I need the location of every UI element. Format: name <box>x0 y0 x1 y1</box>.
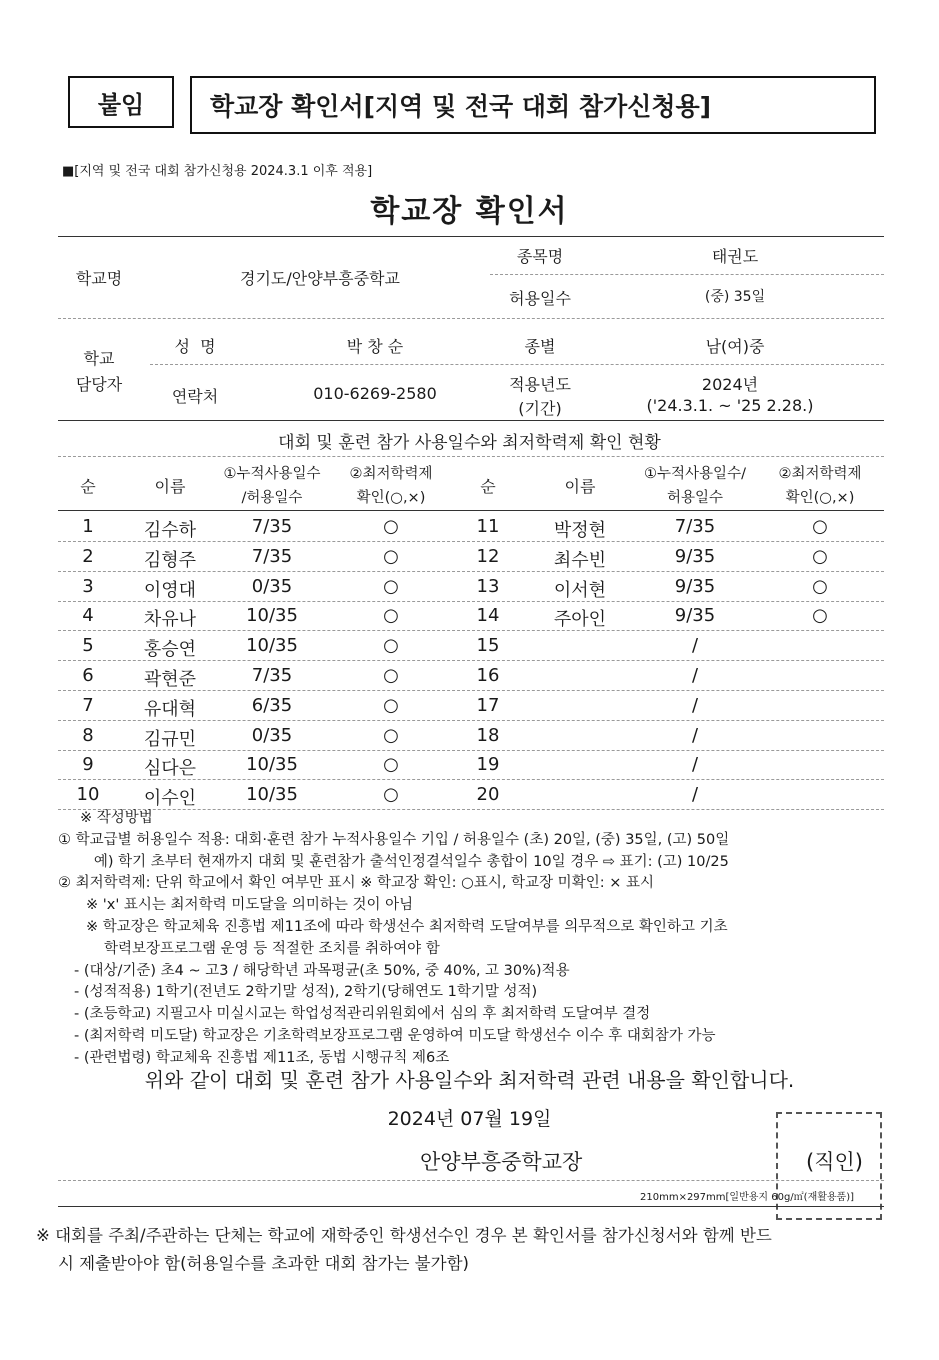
table-cell-l-days: 10/35 <box>246 784 298 806</box>
table-row <box>0 691 939 721</box>
col-days-left-1: ①누적사용일수 <box>223 466 321 482</box>
footer-note-2: 시 제출받아야 함(허용일수를 초과한 대회 참가는 불가함) <box>58 1254 469 1273</box>
table-cell-l-no: 5 <box>82 635 94 657</box>
document-heading: 학교장 확인서[지역 및 전국 대회 참가신청용] <box>190 76 876 134</box>
table-cell-l-check: ○ <box>383 516 399 537</box>
staff-label-2: 담당자 <box>75 375 123 394</box>
table-cell-r-no: 15 <box>476 635 500 657</box>
table-row <box>0 631 939 661</box>
table-row <box>0 661 939 691</box>
table-cell-r-no: 14 <box>476 605 500 627</box>
table-row <box>0 512 939 542</box>
allow-value: (중) 35일 <box>704 289 766 305</box>
table-cell-r-no: 20 <box>476 784 500 806</box>
table-cell-l-name: 이영대 <box>143 579 197 601</box>
table-cell-l-name: 김형주 <box>143 549 197 571</box>
table-cell-l-check: ○ <box>383 575 399 597</box>
col-name-right: 이름 <box>564 477 596 496</box>
gender-label: 종별 <box>524 337 556 356</box>
table-cell-r-days: / <box>691 694 699 716</box>
table-cell-l-check: ○ <box>383 605 399 627</box>
seal-label: (직인) <box>806 1150 863 1174</box>
year-value: 2024년 <box>701 375 759 394</box>
table-cell-l-no: 1 <box>82 516 94 537</box>
contact-label: 연락처 <box>171 387 219 406</box>
table-cell-l-no: 4 <box>82 605 94 627</box>
paper-spec: 210mm×297mm[일반용지 60g/㎡(재활용품)] <box>640 1192 855 1203</box>
instruction-line: - (대상/기준) 초4 ~ 고3 / 해당학년 과목평균(초 50%, 중 40%, 고 30%)적용 <box>74 962 570 979</box>
table-cell-r-check: ○ <box>812 575 828 597</box>
allow-label: 허용일수 <box>509 289 571 308</box>
footer-note-1: ※ 대회를 주최/주관하는 단체는 학교에 재학중인 학생선수인 경우 본 확인서를 참가신청서와 함께 반드 <box>36 1226 772 1245</box>
gender-value: 남(여)중 <box>705 337 765 356</box>
table-cell-l-no: 9 <box>82 754 94 776</box>
instruction-line: ※ 학교장은 학교체육 진흥법 제11조에 따라 학생선수 최저학력 도달여부를 의무적으로 확인하고 기초 <box>86 919 728 935</box>
table-cell-l-days: 6/35 <box>251 694 293 716</box>
instruction-line: ② 최저학력제: 단위 학교에서 확인 여부만 표시 ※ 학교장 확인: ○표시, 학교장 미확인: × 표시 <box>58 875 654 892</box>
instruction-line: ※ 작성방법 <box>80 810 153 826</box>
instruction-line: 학력보장프로그램 운영 등 적절한 조치를 취하여야 함 <box>104 940 440 957</box>
instruction-line: ※ 'x' 표시는 최저학력 미도달을 의미하는 것이 아님 <box>86 897 414 914</box>
table-cell-r-name: 최수빈 <box>553 549 607 571</box>
signer-name: 안양부흥중학교장 <box>420 1150 583 1174</box>
table-cell-l-days: 0/35 <box>251 575 293 597</box>
col-check-right-1: ②최저학력제 <box>778 466 862 482</box>
col-check-left-1: ②최저학력제 <box>349 466 433 482</box>
table-row <box>0 542 939 572</box>
table-cell-l-days: 10/35 <box>246 635 298 657</box>
school-label: 학교명 <box>75 269 123 288</box>
instruction-line: - (관련법령) 학교체육 진흥법 제11조, 동법 시행규칙 제6조 <box>74 1049 450 1066</box>
table-cell-l-days: 10/35 <box>246 754 298 776</box>
table-cell-l-name: 곽현준 <box>143 669 197 690</box>
attachment-badge: 붙임 <box>68 76 174 128</box>
year-label-2: (기간) <box>518 399 562 418</box>
col-name-left: 이름 <box>154 477 186 496</box>
table-cell-r-no: 19 <box>476 754 500 776</box>
confirm-statement: 위와 같이 대회 및 훈련 참가 사용일수와 최저학력 관련 내용을 확인합니다. <box>144 1068 795 1092</box>
page-title: 학교장 확인서 <box>370 194 569 229</box>
table-cell-l-name: 이수인 <box>143 788 197 810</box>
table-cell-l-check: ○ <box>383 784 399 806</box>
table-cell-r-days: / <box>691 665 699 686</box>
table-cell-r-days: 9/35 <box>674 605 716 627</box>
table-cell-r-days: 7/35 <box>674 516 716 537</box>
table-cell-l-check: ○ <box>383 635 399 657</box>
section-title: 대회 및 훈련 참가 사용일수와 최저학력제 확인 현황 <box>278 433 661 453</box>
table-cell-l-check: ○ <box>383 545 399 567</box>
table-cell-l-name: 유대혁 <box>143 698 197 720</box>
table-cell-r-days: / <box>691 635 699 657</box>
col-days-right-2: 허용일수 <box>666 490 724 506</box>
table-cell-l-check: ○ <box>383 694 399 716</box>
confirm-date: 2024년 07월 19일 <box>387 1108 552 1130</box>
col-no-right: 순 <box>480 477 496 496</box>
table-row <box>0 601 939 631</box>
table-cell-r-days: / <box>691 754 699 776</box>
table-cell-r-check: ○ <box>812 545 828 567</box>
table-cell-r-check: ○ <box>812 605 828 627</box>
table-cell-r-name: 이서현 <box>553 579 607 601</box>
table-row <box>0 750 939 780</box>
table-cell-r-no: 16 <box>476 665 500 686</box>
table-cell-r-days: 9/35 <box>674 575 716 597</box>
table-cell-l-name: 김규민 <box>143 728 197 750</box>
table-cell-l-days: 0/35 <box>251 724 293 746</box>
table-cell-r-no: 12 <box>476 545 500 567</box>
table-cell-l-no: 7 <box>82 694 94 716</box>
col-check-left-2: 확인(○,×) <box>356 490 426 506</box>
table-cell-r-no: 13 <box>476 575 500 597</box>
table-cell-l-days: 7/35 <box>251 545 293 567</box>
table-cell-r-days: / <box>691 724 699 746</box>
name-label: 성 명 <box>174 337 216 356</box>
table-cell-l-name: 홍승연 <box>143 639 197 661</box>
instruction-line: ① 학교급별 허용일수 적용: 대회·훈련 참가 누적사용일수 기입 / 허용일수 (초) 20일, (중) 35일, (고) 50일 <box>58 831 730 848</box>
name-value: 박 창 순 <box>346 337 404 356</box>
table-cell-l-name: 김수하 <box>143 520 197 541</box>
table-cell-l-no: 3 <box>82 575 94 597</box>
table-cell-l-no: 8 <box>82 724 94 746</box>
year-period: ('24.3.1. ~ '25 2.28.) <box>646 396 814 415</box>
table-cell-l-days: 7/35 <box>251 516 293 537</box>
table-cell-r-days: / <box>691 784 699 806</box>
col-check-right-2: 확인(○,×) <box>785 490 855 506</box>
table-cell-l-days: 10/35 <box>246 605 298 627</box>
event-value: 태권도 <box>711 247 759 266</box>
table-cell-l-check: ○ <box>383 665 399 686</box>
table-cell-r-check: ○ <box>812 516 828 537</box>
col-no-left: 순 <box>80 477 96 496</box>
staff-label-1: 학교 <box>83 349 115 368</box>
table-cell-l-name: 심다은 <box>143 758 197 780</box>
table-cell-r-no: 18 <box>476 724 500 746</box>
table-cell-r-no: 17 <box>476 694 500 716</box>
table-cell-l-no: 6 <box>82 665 94 686</box>
event-label: 종목명 <box>516 247 564 266</box>
table-cell-l-check: ○ <box>383 754 399 776</box>
table-row <box>0 572 939 602</box>
table-cell-r-name: 주아인 <box>553 609 607 631</box>
table-cell-l-no: 2 <box>82 545 94 567</box>
year-label: 적용년도 <box>509 375 571 394</box>
instruction-line: - (성적적용) 1학기(전년도 2학기말 성적), 2학기(당해연도 1학기말 성적) <box>74 984 538 1001</box>
table-row <box>0 721 939 751</box>
contact-value: 010-6269-2580 <box>313 384 437 403</box>
table-cell-l-name: 차유나 <box>143 609 197 631</box>
table-cell-r-no: 11 <box>476 516 500 537</box>
instruction-line: - (초등학교) 지필고사 미실시교는 학업성적관리위원회에서 심의 후 최저학력 도달여부 결정 <box>74 1006 651 1023</box>
table-cell-r-name: 박정현 <box>553 520 607 541</box>
col-days-left-2: /허용일수 <box>241 490 303 506</box>
col-days-right-1: ①누적사용일수/ <box>644 466 746 482</box>
instruction-line: - (최저학력 미도달) 학교장은 기초학력보장프로그램 운영하여 미도달 학생선수 이수 후 대회참가 가능 <box>74 1028 716 1044</box>
table-cell-l-days: 7/35 <box>251 665 293 686</box>
applicability-note: ■[지역 및 전국 대회 참가신청용 2024.3.1 이후 적용] <box>62 164 373 179</box>
table-cell-l-check: ○ <box>383 724 399 746</box>
table-cell-r-days: 9/35 <box>674 545 716 567</box>
instruction-line: 예) 학기 초부터 현재까지 대회 및 훈련참가 출석인정결석일수 총합이 10일 경우 ⇨ 표기: (고) 10/25 <box>80 853 729 870</box>
table-cell-l-no: 10 <box>76 784 100 806</box>
school-value: 경기도/안양부흥중학교 <box>240 269 400 288</box>
